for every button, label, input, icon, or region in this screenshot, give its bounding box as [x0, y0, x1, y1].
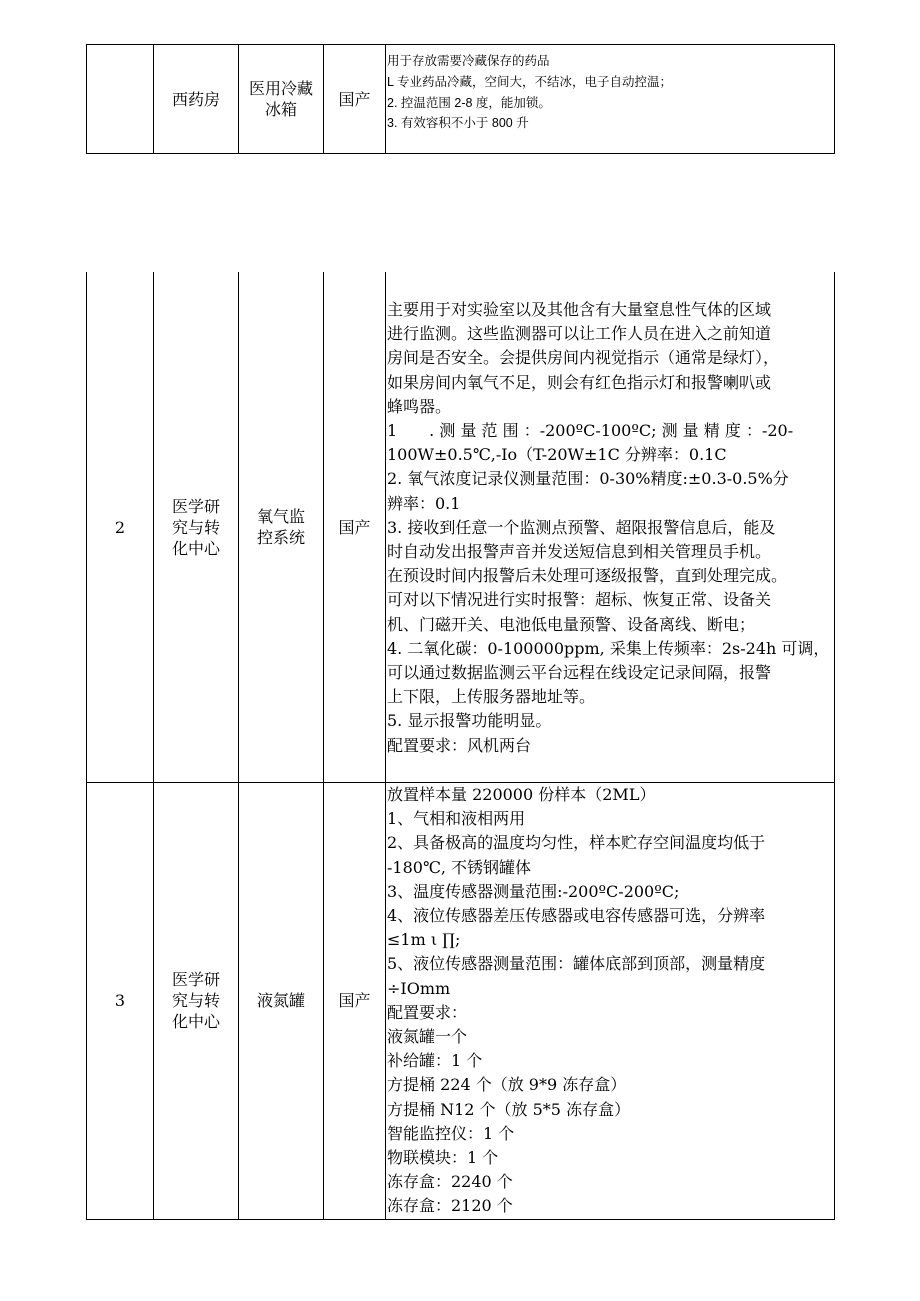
table-row [87, 45, 835, 154]
spec-line: 5、液位传感器测量范围：罐体底部到顶部，测量精度 [387, 954, 766, 974]
spec-line: 5. 显示报警功能明显。 [387, 711, 552, 731]
spec-line: 进行监测。这些监测器可以让工作人员在进入之前知道 [387, 324, 772, 344]
index-cell [87, 45, 154, 154]
spec-line: 4. 二氧化碳：0-100000ppm, 采集上传频率：2s-24h 可调， [387, 638, 830, 658]
spec-line: 上下限，上传服务器地址等。 [387, 687, 596, 707]
spec-line: 3. 接收到任意一个监测点预警、超限报警信息后，能及 [387, 517, 776, 537]
spec-line: 在预设时间内报警后未处理可逐级报警，直到处理完成。 [387, 566, 788, 586]
spec-line: 可以通过数据监测云平台远程在线设定记录间隔，报警 [387, 663, 772, 683]
spec-line: 时自动发出报警声音并发送短信息到相关管理员手机。 [387, 542, 772, 562]
equipment-table-top [86, 44, 835, 154]
spec-line: 蜂鸣器。 [387, 396, 452, 416]
origin-cell: 国产 [324, 783, 386, 1220]
spec-line: 配置要求： [387, 1002, 468, 1022]
spec-line: L 专业药品冷藏，空间大，不结冰，电子自动控温； [387, 74, 672, 89]
department-cell: 医学研 究与转 化中心 [154, 783, 239, 1220]
index-cell: 2 [87, 272, 154, 783]
spec-cell [386, 45, 835, 154]
spec-line: 可对以下情况进行实时报警：超标、恢复正常、设备关 [387, 590, 772, 610]
spec-line: 补给罐：1 个 [387, 1051, 483, 1071]
spec-line: 冻存盒：2240 个 [387, 1172, 513, 1192]
spec-line: 机、门磁开关、电池低电量预警、设备离线、断电； [387, 614, 756, 634]
spec-line: 用于存放需要冷藏保存的药品 [387, 54, 550, 68]
spec-line: 100W±0.5℃,-Io（T-20W±1C 分辨率：0.1C [387, 445, 727, 465]
spec-line: 4、液位传感器差压传感器或电容传感器可选，分辨率 [387, 906, 766, 926]
spec-line: ≤1m ι ∏; [387, 930, 461, 950]
spec-line: 方提桶 224 个（放 9*9 冻存盒） [387, 1075, 627, 1095]
spec-line: 2、具备极高的温度均匀性，样本贮存空间温度均低于 [387, 833, 766, 853]
index-cell: 3 [87, 783, 154, 1220]
spec-cell [386, 783, 835, 1220]
spec-line: 主要用于对实验室以及其他含有大量窒息性气体的区域 [387, 300, 772, 319]
spec-line: 放置样本量 220000 份样本（2ML） [387, 785, 656, 804]
origin-cell: 国产 [324, 45, 386, 154]
spec-line: 液氮罐一个 [387, 1027, 468, 1047]
spec-line: 方提桶 N12 个（放 5*5 冻存盒） [387, 1099, 631, 1119]
spec-line: 1、气相和液相两用 [387, 809, 526, 829]
spec-line: 如果房间内氧气不足，则会有红色指示灯和报警喇叭或 [387, 372, 772, 392]
spec-line: 3. 有效容积不小于 800 升 [387, 116, 529, 131]
department-cell: 西药房 [154, 45, 239, 154]
department-cell: 医学研 究与转 化中心 [154, 272, 239, 783]
equipment-table-bottom [86, 272, 835, 1220]
spec-line: 冻存盒：2120 个 [387, 1196, 513, 1216]
spec-line: ÷IOmm [387, 978, 451, 998]
spec-line: 2. 控温范围 2-8 度，能加锁。 [387, 95, 551, 110]
spec-cell [386, 272, 835, 783]
table-row [87, 272, 835, 783]
spec-line: 智能监控仪：1 个 [387, 1123, 515, 1143]
equipment-name-cell: 氧气监 控系统 [239, 272, 324, 783]
equipment-name-cell: 液氮罐 [239, 783, 324, 1220]
spec-line: 辨率：0.1 [387, 493, 461, 513]
spec-line: 1 . 测 量 范 围 ：-200ºC-100ºC; 测 量 精 度 ：-20- [387, 421, 794, 441]
equipment-name-cell: 医用冷藏 冰箱 [239, 45, 324, 154]
origin-cell: 国产 [324, 272, 386, 783]
spec-line: 配置要求：风机两台 [387, 735, 532, 755]
table-row [87, 783, 835, 1220]
spec-line: 物联模块：1 个 [387, 1148, 499, 1168]
spec-line: 房间是否安全。会提供房间内视觉指示（通常是绿灯）， [387, 348, 780, 368]
spec-line: 2. 氧气浓度记录仪测量范围：0-30%精度:±0.3-0.5%分 [387, 469, 789, 489]
spec-line: 3、温度传感器测量范围:-200ºC-200ºC; [387, 881, 680, 901]
spec-line: -180℃, 不锈钢罐体 [387, 857, 532, 877]
